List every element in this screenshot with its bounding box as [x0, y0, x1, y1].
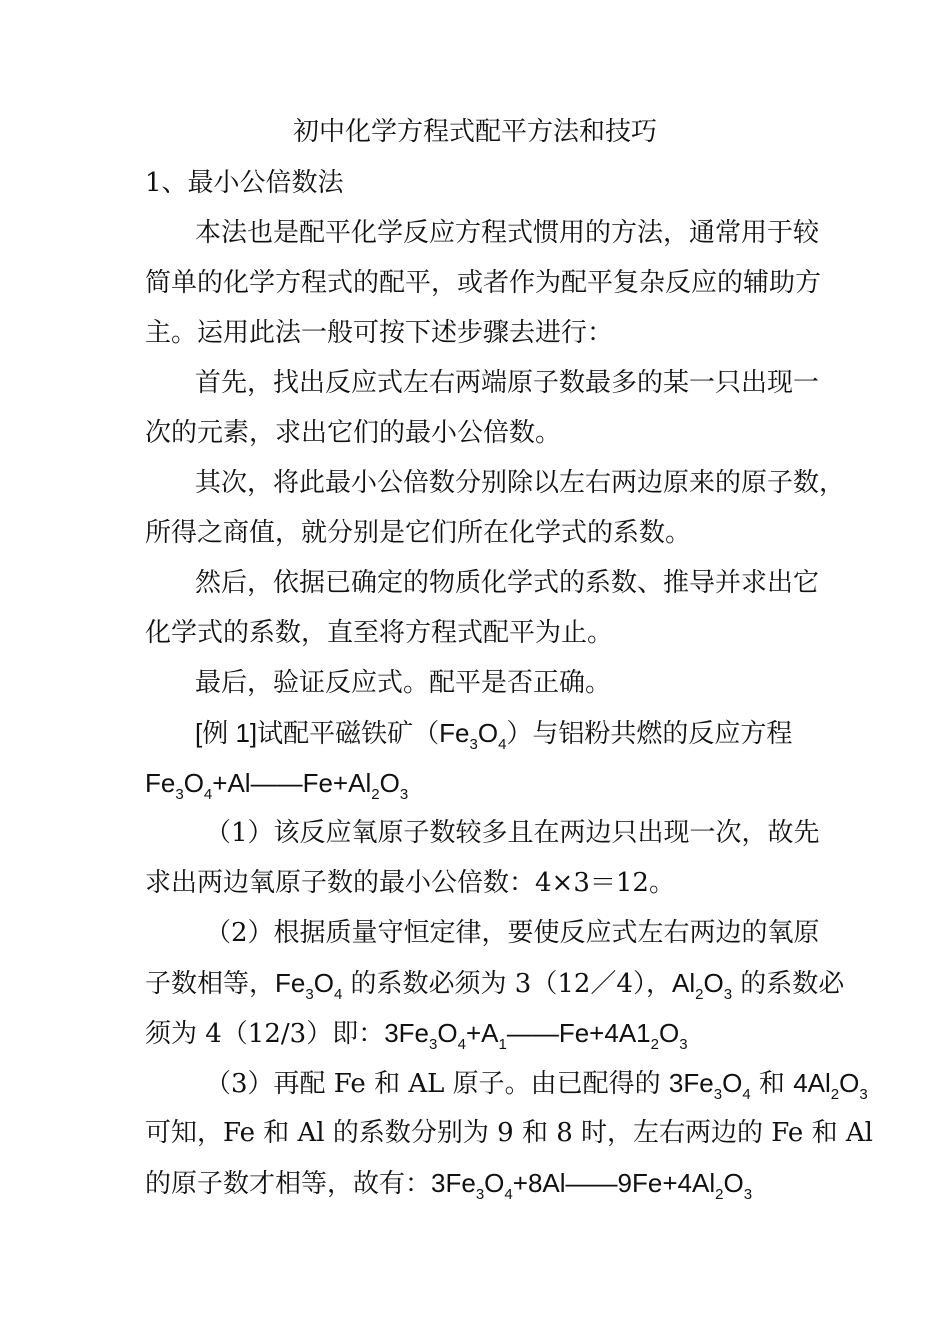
- step-then-line-2: 化学式的系数，直至将方程式配平为止。: [145, 618, 614, 648]
- step-first-line-2: 次的元素，求出它们的最小公倍数。: [145, 418, 562, 448]
- step-1-line-1: （1）该反应氧原子数较多且在两边只出现一次，故先: [205, 818, 820, 848]
- step-3-line-1: （3）再配 Fe 和 AL 原子。由已配得的 $3Fe_3O_4$ 和 $4Al_2O_3$: [205, 1068, 868, 1103]
- step-2-line-1: （2）根据质量守恒定律，要使反应式左右两边的氧原: [205, 918, 820, 948]
- step-2-line-2: 子数相等，$Fe_3O_4$ 的系数必须为 3（12／4），$Al_2O_3$ 的系数必: [145, 968, 845, 1003]
- section-heading: 1、最小公倍数法: [145, 168, 344, 198]
- equation-unbalanced: $Fe_3O_4+Al——Fe+Al_2O_3$: [145, 768, 409, 803]
- step-then-line-1: 然后，依据已确定的物质化学式的系数、推导并求出它: [195, 568, 820, 598]
- intro-line-1: 本法也是配平化学反应方程式惯用的方法，通常用于较: [195, 218, 820, 248]
- formula-fe3o4: $Fe_3O_4$: [439, 718, 507, 753]
- step-second-line-2: 所得之商值，就分别是它们所在化学式的系数。: [145, 518, 692, 548]
- example-label: [例 1]: [195, 718, 258, 748]
- equation-balanced: $3Fe_3O_4+8Al——9Fe+4Al_2O_3$: [431, 1168, 753, 1203]
- step-1-line-2: 求出两边氧原子数的最小公倍数：4×3＝12。: [145, 868, 675, 898]
- intro-line-2: 简单的化学方程式的配平，或者作为配平复杂反应的辅助方: [145, 268, 822, 298]
- step-last-line: 最后，验证反应式。配平是否正确。: [195, 668, 612, 698]
- step-first-line-1: 首先，找出反应式左右两端原子数最多的某一只出现一: [195, 368, 820, 398]
- step-3-line-3: 的原子数才相等，故有：$3Fe_3O_4+8Al——9Fe+4Al_2O_3$: [145, 1168, 753, 1203]
- document-title: 初中化学方程式配平方法和技巧: [292, 117, 657, 147]
- example-1-header: [例 1]试配平磁铁矿$(Fe_3O_4)$与铝粉共燃的反应方程: [195, 718, 793, 753]
- intro-line-3: 主。运用此法一般可按下述步骤去进行：: [145, 318, 614, 348]
- step-2-line-3: 须为 4（12/3）即：$3Fe_3O_4+A_1——Fe+4A1_2O_3$: [145, 1018, 688, 1053]
- step-3-line-2: 可知，Fe 和 Al 的系数分别为 9 和 8 时，左右两边的 Fe 和 Al: [145, 1118, 873, 1148]
- equation-partial: $3Fe_3O_4+A_1——Fe+4A1_2O_3$: [384, 1018, 688, 1053]
- step-second-line-1: 其次，将此最小公倍数分别除以左右两边原来的原子数，: [195, 468, 846, 498]
